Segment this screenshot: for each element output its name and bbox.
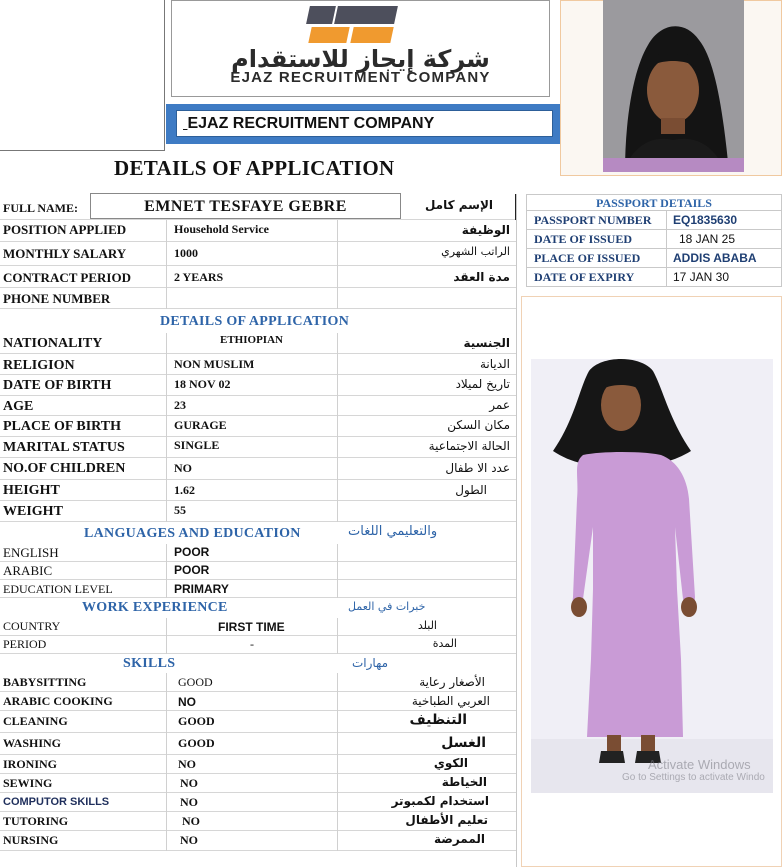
activate-windows-subtext: Go to Settings to activate Windo <box>622 772 765 783</box>
contract-label: CONTRACT PERIOD <box>3 270 131 285</box>
computer-skills-value: NO <box>180 795 198 809</box>
divider <box>666 211 667 229</box>
place-issued-label: PLACE OF ISSUED <box>534 251 641 265</box>
detail-row <box>0 333 517 354</box>
washing-arabic: الغسل <box>441 735 486 751</box>
place-issued-value: ADDIS ABABA <box>673 251 757 265</box>
place-of-birth-label: PLACE OF BIRTH <box>3 419 122 434</box>
divider <box>337 544 338 598</box>
education-label: EDUCATION LEVEL <box>3 582 113 596</box>
ironing-arabic: الكوي <box>433 756 468 770</box>
passport-row <box>526 268 782 287</box>
place-of-birth-arabic: مكان السكن <box>447 418 510 432</box>
skill-row <box>0 774 517 793</box>
languages-heading-arabic: والتعليمي اللغات <box>348 524 438 539</box>
skill-row <box>0 831 517 851</box>
skill-row <box>0 793 517 812</box>
divider <box>337 220 338 309</box>
tutoring-arabic: تعليم الأطفال <box>405 813 488 827</box>
children-value: NO <box>174 461 192 475</box>
detail-row <box>0 480 517 501</box>
divider <box>666 249 667 267</box>
nursing-arabic: الممرضة <box>433 832 485 846</box>
weight-label: WEIGHT <box>3 504 63 519</box>
portrait-photo <box>603 0 744 172</box>
dob-label: DATE OF BIRTH <box>3 378 112 393</box>
contract-value: 2 YEARS <box>174 270 224 284</box>
logo-shape-dark-2 <box>334 6 398 24</box>
language-row <box>0 580 517 598</box>
sewing-arabic: الخياطة <box>441 775 487 789</box>
age-arabic: عمر <box>489 398 510 412</box>
portrait-photo-image <box>603 0 744 172</box>
nationality-arabic: الجنسية <box>463 336 510 350</box>
divider <box>516 194 517 867</box>
detail-row <box>0 501 517 522</box>
cleaning-value: GOOD <box>178 714 215 728</box>
logo-arabic-text: شركة إيجاز للاستقدام <box>231 45 490 73</box>
religion-arabic: الديانة <box>479 357 510 371</box>
religion-value: NON MUSLIM <box>174 357 255 371</box>
logo-english-text: EJAZ RECRUITMENT COMPANY <box>230 69 491 86</box>
nursing-value: NO <box>180 833 198 847</box>
position-arabic: الوظيفة <box>461 223 510 237</box>
divider <box>337 673 338 851</box>
skill-row <box>0 692 517 711</box>
work-row <box>0 618 517 636</box>
skill-row <box>0 673 517 692</box>
contract-arabic: مدة العقد <box>453 270 510 284</box>
age-value: 23 <box>174 398 186 412</box>
passport-row <box>526 249 782 268</box>
skill-row <box>0 755 517 774</box>
passport-row <box>526 211 782 230</box>
height-arabic: الطول <box>455 483 487 497</box>
work-heading: WORK EXPERIENCE <box>82 600 228 615</box>
skill-row <box>0 711 517 733</box>
full-body-photo <box>531 359 773 793</box>
religion-label: RELIGION <box>3 358 75 373</box>
divider <box>666 230 667 248</box>
height-label: HEIGHT <box>3 483 60 498</box>
ironing-value: NO <box>178 757 196 771</box>
logo-shape-dark-1 <box>306 6 336 24</box>
country-label: COUNTRY <box>3 619 61 633</box>
language-row <box>0 544 517 562</box>
children-label: NO.OF CHILDREN <box>3 461 126 476</box>
company-name-field <box>176 110 553 137</box>
sewing-label: SEWING <box>3 776 53 790</box>
dob-arabic: تاريخ لميلاد <box>455 377 510 391</box>
passport-heading: PASSPORT DETAILS <box>526 194 782 211</box>
phone-label: PHONE NUMBER <box>3 291 111 306</box>
nationality-value: ETHIOPIAN <box>220 334 283 346</box>
photo-placeholder-box <box>0 0 165 151</box>
marital-status-label: MARITAL STATUS <box>3 440 125 455</box>
skills-heading-arabic: مهارات <box>352 656 389 670</box>
washing-label: WASHING <box>3 736 62 750</box>
weight-value: 55 <box>174 503 186 517</box>
divider <box>666 268 667 286</box>
period-value: - <box>250 637 254 651</box>
logo-shape-orange-2 <box>350 27 393 43</box>
full-body-photo-image <box>531 359 773 793</box>
work-row <box>0 636 517 654</box>
computer-skills-label: COMPUTOR SKILLS <box>3 796 110 808</box>
tutoring-label: TUTORING <box>3 814 69 828</box>
salary-value: 1000 <box>174 246 198 260</box>
full-name-arabic: الإسم كامل <box>424 198 493 212</box>
divider <box>166 618 167 654</box>
tutoring-value: NO <box>182 814 200 828</box>
detail-row <box>0 354 517 375</box>
company-logo <box>171 0 550 97</box>
nursing-label: NURSING <box>3 833 59 847</box>
english-value: POOR <box>174 545 210 559</box>
arabic-cooking-label: ARABIC COOKING <box>3 694 113 708</box>
detail-row <box>0 416 517 437</box>
babysitting-arabic: الأصغار رعاية <box>419 675 485 689</box>
washing-value: GOOD <box>178 736 215 750</box>
skills-heading: SKILLS <box>123 656 176 671</box>
babysitting-label: BABYSITTING <box>3 675 87 689</box>
work-heading-arabic: خبرات في العمل <box>348 600 426 613</box>
detail-row <box>0 396 517 416</box>
position-value: Household Service <box>174 222 269 236</box>
english-label: ENGLISH <box>3 545 59 560</box>
dob-value: 18 NOV 02 <box>174 377 231 391</box>
period-label: PERIOD <box>3 637 47 651</box>
cleaning-arabic: التنظيف <box>409 712 467 728</box>
marital-status-value: SINGLE <box>174 438 220 452</box>
sewing-value: NO <box>180 776 198 790</box>
expiry-label: DATE OF EXPIRY <box>534 270 635 284</box>
height-value: 1.62 <box>174 483 195 497</box>
computer-skills-arabic: استخدام لكمبوتر <box>391 794 489 808</box>
children-arabic: عدد الا طفال <box>445 461 510 475</box>
age-label: AGE <box>3 399 34 414</box>
activate-windows-watermark: Activate Windows <box>648 757 751 772</box>
full-name-row <box>0 194 517 220</box>
position-label: POSITION APPLIED <box>3 222 127 237</box>
ironing-label: IRONING <box>3 757 58 771</box>
contract-row <box>0 266 517 288</box>
country-arabic: البلد <box>417 619 437 632</box>
arabic-label: ARABIC <box>3 563 53 578</box>
page-title: DETAILS OF APPLICATION <box>114 156 395 180</box>
full-name-value: EMNET TESFAYE GEBRE <box>90 193 401 219</box>
logo-shape-orange-1 <box>308 27 349 43</box>
passport-row <box>526 230 782 249</box>
skill-row <box>0 812 517 831</box>
marital-status-arabic: الحالة الاجتماعية <box>428 439 510 453</box>
phone-row <box>0 288 517 309</box>
expiry-value: 17 JAN 30 <box>673 270 730 284</box>
education-value: PRIMARY <box>174 582 229 596</box>
babysitting-value: GOOD <box>178 675 213 689</box>
detail-row <box>0 458 517 480</box>
divider <box>166 333 167 522</box>
company-name-text: EJAZ RECRUITMENT COMPANY <box>187 115 435 132</box>
divider <box>337 333 338 522</box>
salary-row <box>0 242 517 266</box>
divider <box>166 673 167 851</box>
skill-row <box>0 733 517 755</box>
date-issued-label: DATE OF ISSUED <box>534 232 633 246</box>
passport-number-label: PASSPORT NUMBER <box>534 213 652 227</box>
position-row <box>0 220 517 242</box>
detail-row <box>0 375 517 396</box>
arabic-cooking-value: NO <box>178 695 196 709</box>
cleaning-label: CLEANING <box>3 714 68 728</box>
passport-number-value: EQ1835630 <box>673 213 738 227</box>
languages-heading: LANGUAGES AND EDUCATION <box>84 526 301 541</box>
date-issued-value: 18 JAN 25 <box>679 232 736 246</box>
full-name-label: FULL NAME: <box>3 201 78 215</box>
details-heading: DETAILS OF APPLICATION <box>160 314 350 329</box>
country-value: FIRST TIME <box>218 620 285 634</box>
language-row <box>0 562 517 580</box>
detail-row <box>0 437 517 458</box>
arabic-cooking-arabic: العربي الطباخية <box>411 694 490 708</box>
place-of-birth-value: GURAGE <box>174 418 227 432</box>
divider <box>337 618 338 654</box>
period-arabic: المدة <box>432 637 457 650</box>
salary-arabic: الراتب الشهري <box>441 245 510 258</box>
salary-label: MONTHLY SALARY <box>3 246 127 261</box>
arabic-value: POOR <box>174 563 210 577</box>
divider <box>166 544 167 598</box>
nationality-label: NATIONALITY <box>3 336 103 351</box>
divider <box>166 220 167 309</box>
